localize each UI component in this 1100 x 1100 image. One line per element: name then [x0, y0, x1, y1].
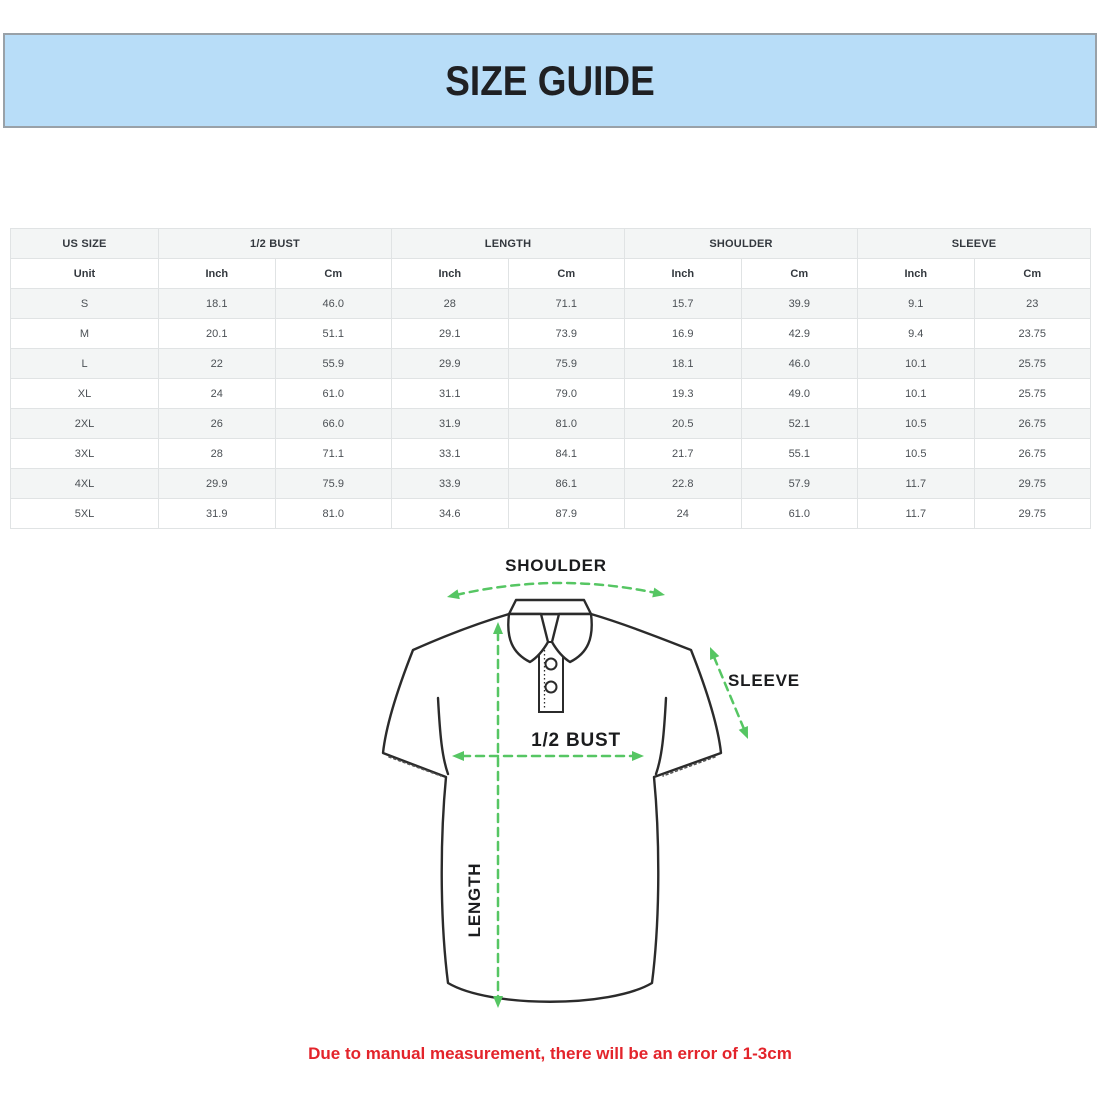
measurement-cell: 86.1 [508, 469, 625, 499]
measurement-cell: 81.0 [508, 409, 625, 439]
measurement-cell: 25.75 [974, 349, 1091, 379]
size-cell: 5XL [11, 499, 159, 529]
measurement-cell: 73.9 [508, 319, 625, 349]
measurement-cell: 28 [159, 439, 276, 469]
measurement-cell: 75.9 [275, 469, 392, 499]
table-row [11, 469, 1091, 499]
size-cell: 4XL [11, 469, 159, 499]
unit-column-header: Inch [858, 259, 975, 289]
measurement-cell: 33.9 [392, 469, 509, 499]
measurement-cell: 10.5 [858, 409, 975, 439]
measurement-cell: 71.1 [275, 439, 392, 469]
measurement-cell: 51.1 [275, 319, 392, 349]
size-cell: S [11, 289, 159, 319]
measurement-cell: 81.0 [275, 499, 392, 529]
measurement-cell: 79.0 [508, 379, 625, 409]
measurement-cell: 9.4 [858, 319, 975, 349]
measurement-cell: 23.75 [974, 319, 1091, 349]
unit-column-header: Inch [159, 259, 276, 289]
size-cell: XL [11, 379, 159, 409]
measurement-cell: 42.9 [741, 319, 858, 349]
table-body [11, 289, 1091, 529]
measurement-cell: 31.9 [159, 499, 276, 529]
measurement-cell: 22.8 [625, 469, 742, 499]
column-group-header: LENGTH [392, 229, 625, 259]
measurement-cell: 55.9 [275, 349, 392, 379]
measurement-cell: 29.75 [974, 499, 1091, 529]
measurement-cell: 18.1 [159, 289, 276, 319]
measurement-cell: 46.0 [275, 289, 392, 319]
column-group-header: SHOULDER [625, 229, 858, 259]
bust-label: 1/2 BUST [531, 730, 621, 751]
size-chart-table [10, 228, 1091, 529]
column-group-header: 1/2 BUST [159, 229, 392, 259]
measurement-cell: 49.0 [741, 379, 858, 409]
measurement-cell: 10.1 [858, 379, 975, 409]
measurement-cell: 22 [159, 349, 276, 379]
table-head [11, 229, 1091, 289]
measurement-cell: 52.1 [741, 409, 858, 439]
measurement-cell: 16.9 [625, 319, 742, 349]
measurement-cell: 24 [159, 379, 276, 409]
table-row [11, 439, 1091, 469]
table-row [11, 499, 1091, 529]
size-guide-banner [3, 33, 1097, 128]
measurement-cell: 29.1 [392, 319, 509, 349]
table-row [11, 349, 1091, 379]
measurement-cell: 15.7 [625, 289, 742, 319]
measurement-cell: 46.0 [741, 349, 858, 379]
unit-column-header: Cm [275, 259, 392, 289]
measurement-cell: 11.7 [858, 499, 975, 529]
measurement-cell: 33.1 [392, 439, 509, 469]
measurement-cell: 19.3 [625, 379, 742, 409]
table-row [11, 289, 1091, 319]
button-icon [546, 682, 557, 693]
unit-column-header: Inch [392, 259, 509, 289]
measurement-cell: 24 [625, 499, 742, 529]
column-group-header: SLEEVE [858, 229, 1091, 259]
polo-shirt-diagram [380, 550, 800, 1030]
unit-column-header: Cm [508, 259, 625, 289]
table-row [11, 409, 1091, 439]
measurement-cell: 61.0 [275, 379, 392, 409]
size-cell: 3XL [11, 439, 159, 469]
measurement-cell: 29.9 [159, 469, 276, 499]
measurement-cell: 29.75 [974, 469, 1091, 499]
measurement-cell: 39.9 [741, 289, 858, 319]
measurement-cell: 20.1 [159, 319, 276, 349]
measurement-cell: 26.75 [974, 409, 1091, 439]
unit-column-header: Inch [625, 259, 742, 289]
measurement-cell: 31.9 [392, 409, 509, 439]
measurement-disclaimer: Due to manual measurement, there will be an error of 1-3cm [308, 1044, 792, 1063]
sleeve-label: SLEEVE [728, 671, 800, 690]
measurement-cell: 84.1 [508, 439, 625, 469]
button-icon [546, 659, 557, 670]
measurement-cell: 28 [392, 289, 509, 319]
measurement-cell: 10.1 [858, 349, 975, 379]
measurement-cell: 26 [159, 409, 276, 439]
measurement-cell: 20.5 [625, 409, 742, 439]
page-title: SIZE GUIDE [445, 56, 655, 104]
measurement-cell: 61.0 [741, 499, 858, 529]
measurement-cell: 71.1 [508, 289, 625, 319]
size-cell: 2XL [11, 409, 159, 439]
table-row [11, 379, 1091, 409]
table-row [11, 319, 1091, 349]
measurement-cell: 26.75 [974, 439, 1091, 469]
measurement-cell: 25.75 [974, 379, 1091, 409]
measurement-cell: 11.7 [858, 469, 975, 499]
shoulder-label: SHOULDER [505, 556, 607, 575]
measurement-cell: 21.7 [625, 439, 742, 469]
measurement-cell: 55.1 [741, 439, 858, 469]
measurement-cell: 34.6 [392, 499, 509, 529]
size-cell: M [11, 319, 159, 349]
measurement-cell: 87.9 [508, 499, 625, 529]
measurement-cell: 9.1 [858, 289, 975, 319]
length-label: LENGTH [465, 862, 484, 938]
measurement-cell: 29.9 [392, 349, 509, 379]
measurement-cell: 57.9 [741, 469, 858, 499]
unit-column-header: Cm [974, 259, 1091, 289]
size-table-container [10, 228, 1090, 529]
measurement-cell: 18.1 [625, 349, 742, 379]
unit-column-header: Cm [741, 259, 858, 289]
measurement-cell: 10.5 [858, 439, 975, 469]
measurement-cell: 31.1 [392, 379, 509, 409]
unit-row-label: Unit [11, 259, 159, 289]
size-cell: L [11, 349, 159, 379]
column-header-us-size: US SIZE [11, 229, 159, 259]
measurement-cell: 66.0 [275, 409, 392, 439]
measurement-cell: 75.9 [508, 349, 625, 379]
measurement-cell: 23 [974, 289, 1091, 319]
measurement-diagram [380, 550, 800, 1030]
